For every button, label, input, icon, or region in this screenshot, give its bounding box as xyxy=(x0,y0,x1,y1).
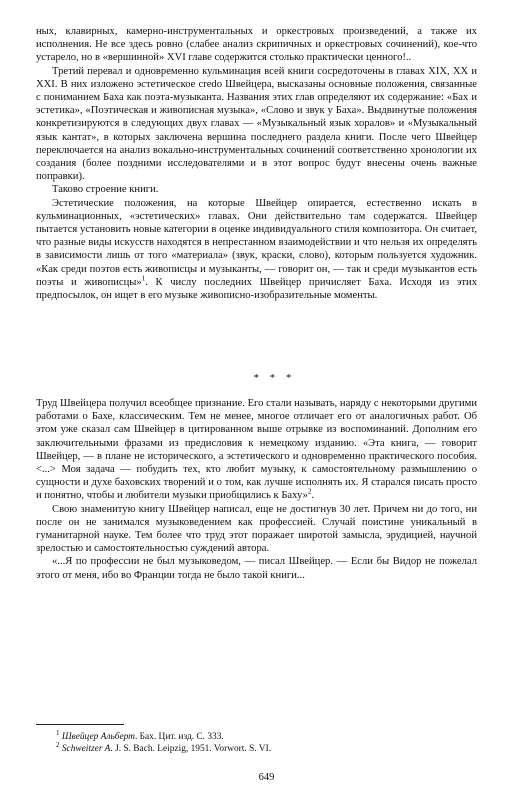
footnote-number: 2 xyxy=(56,740,60,749)
paragraph: Таково строение книги. xyxy=(52,184,159,196)
footnote-author: Schweitzer A xyxy=(61,744,111,754)
paragraph: «...Я по профессии не был музыковедом, — писал Швейцер. — Если бы Видор не пожелал этого от меня, ибо во Франции тогда не было такой книги... xyxy=(36,556,477,581)
paragraph: ных, клавирных, камерно-инструментальных и оркестровых произведений, а также их исполнения. Не все здесь ровно (слабее анализ скрипичных и оркестровых сочинений), кое-что устарело, но в «вершинной» XVI главе содержится столько практически ценного!.. xyxy=(36,26,477,64)
footnote-ref: 2 xyxy=(307,487,312,496)
footnote-author: Швейцер Альберт xyxy=(61,732,135,742)
footnotes xyxy=(36,728,477,755)
body-text-lower xyxy=(36,397,477,582)
footnote-ref: 1 xyxy=(141,274,146,283)
body-text-upper xyxy=(36,25,477,302)
paragraph-text-tail: . xyxy=(311,490,315,502)
paragraph: Третий перевал и одновременно кульминация всей книги сосредоточены в главах XIX, XX и XXI. В них изложено эстетическое credo Швейцера, высказаны основные положения, связанные с пониманием Баха как поэта-музыканта. Названия этих глав определяют их содержание: «Бах и эстетика», «Поэтическая и живописная музыка», «Слово и звук у Баха». Выдвинутые положения конкретизируются в следующих двух главах — «Музыкальный язык хоралов» и «Музыкальный язык кантат», в которых заключена вершина последнего раздела книги. После чего Швейцер переключается на анализ вокально-инструментальных сочинений соответственно хронологии их создания (более поздними исследователями и в этот вопрос будут внесены очень важные поправки). xyxy=(36,65,477,183)
paragraph: Свою знаменитую книгу Швейцер написал, еще не достигнув 30 лет. Причем ни до того, ни после он не занимался музыковедением как профессией. Случай поистине уникальный в гуманитарной науке. Тем более что труд этот поражает широтой замысла, эрудицией, научной зрелостью и самостоятельностью суждений автора. xyxy=(36,503,477,555)
paragraph xyxy=(36,397,477,503)
paragraph-text: Труд Швейцера получил всеобщее признание. Его стали называть, наряду с некоторыми другими работами о Бахе, классическим. Тем не менее, многое отличает его от аналогичных работ. Об этом уже сказал сам Швейцер в цитированном выше отрывке из воспоминаний. Дополним его заключительными фразами из предисловия к немецкому изданию. «Эта книга, — говорит Швейцер, — в плане не исторического, а эстетического и одновременно практического пособия. <...> Моя задача — побудить тех, кто любит музыку, к самостоятельному размышлению о сущности и духе баховских творений и о том, как лучше исполнять их. Я старался писать просто и понятно, чтобы и любители музыки приобщились к Баху» xyxy=(36,398,477,502)
paragraph-text: Эстетические положения, на которые Швейцер опирается, естественно искать в кульминационных, «эстетических» главах. Они действительно там содержатся. Швейцер пытается установить новые категории в оценке индивидуального стиля композитора. Он считает, что разные виды искусств находятся в непрестанном взаимодействии и что нельзя их определять в зависимости лишь от того «материала» (звук, краски, слово), которым пользуется художник. «Как среди поэтов есть живописцы и музыканты, — говорит он, — так и среди музыкантов есть поэты и живописцы» xyxy=(36,197,477,288)
footnote xyxy=(56,728,477,743)
footnote-rule xyxy=(36,724,124,725)
footnote xyxy=(56,740,477,755)
footnote-text: . J. S. Bach. Leipzig, 1951. Vorwort. S. VI. xyxy=(110,744,272,754)
footnote-text: . Бах. Цит. изд. С. 333. xyxy=(134,732,224,742)
page-number: 649 xyxy=(258,772,275,783)
footnote-number: 1 xyxy=(56,728,60,737)
section-divider: * * * xyxy=(253,372,296,384)
paragraph xyxy=(36,197,477,303)
paragraph-text-tail: . К числу последних Швейцер причисляет Баха. Исходя из этих предпосылок, он ищет в его музыке живописно-изобразительные моменты. xyxy=(36,276,477,302)
